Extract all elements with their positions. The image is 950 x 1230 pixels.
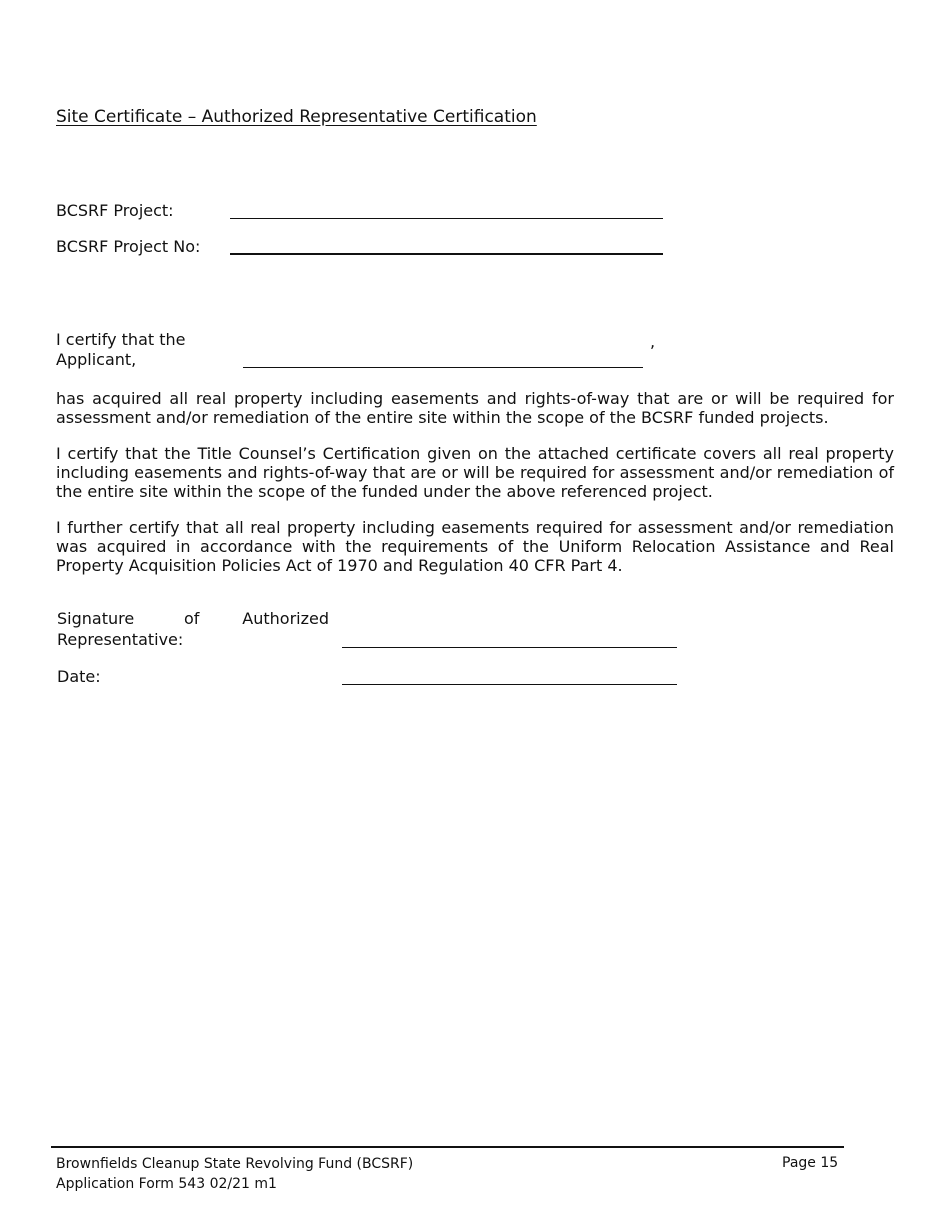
applicant-label-line2: Applicant,: [56, 350, 137, 369]
signature-word-of: of: [184, 609, 200, 628]
applicant-label-line1: I certify that the: [56, 330, 186, 349]
signature-word-signature: Signature: [57, 609, 135, 628]
certification-paragraph-3: I further certify that all real property including easements required for assessment and/or remediation was acquired in accordance with the requirements of the Uniform Relocation Assistance and Real Property Acquisition Policies Act of 1970 and Regulation 40 CFR Part 4.: [56, 518, 894, 575]
signature-field[interactable]: [342, 647, 677, 648]
date-field[interactable]: [342, 684, 677, 685]
project-no-field[interactable]: [230, 253, 663, 255]
date-label: Date:: [57, 667, 101, 686]
footer-line2: Application Form 543 02/21 m1: [56, 1176, 277, 1192]
page-number: Page 15: [782, 1155, 839, 1171]
signature-label-line2: Representative:: [57, 630, 184, 649]
project-label: BCSRF Project:: [56, 201, 174, 220]
footer-line1: Brownfields Cleanup State Revolving Fund (BCSRF): [56, 1156, 414, 1172]
applicant-comma: ,: [650, 332, 656, 351]
project-field[interactable]: [230, 218, 663, 219]
applicant-field[interactable]: [243, 367, 643, 368]
certification-paragraph-2: I certify that the Title Counsel’s Certification given on the attached certificate covers all real property including easements and rights-of-way that are or will be required for assessment and/or remediation of the entire site within the scope of the funded under the above referenced project.: [56, 444, 894, 501]
signature-word-authorized: Authorized: [242, 609, 329, 628]
footer-divider: [51, 1146, 844, 1148]
page-title: Site Certificate – Authorized Representative Certification: [56, 107, 537, 127]
certification-paragraph-1: has acquired all real property including easements and rights-of-way that are or will be required for assessment and/or remediation of the entire site within the scope of the BCSRF funded projects.: [56, 389, 894, 427]
project-no-label: BCSRF Project No:: [56, 237, 201, 256]
signature-label-line1: [57, 609, 329, 628]
